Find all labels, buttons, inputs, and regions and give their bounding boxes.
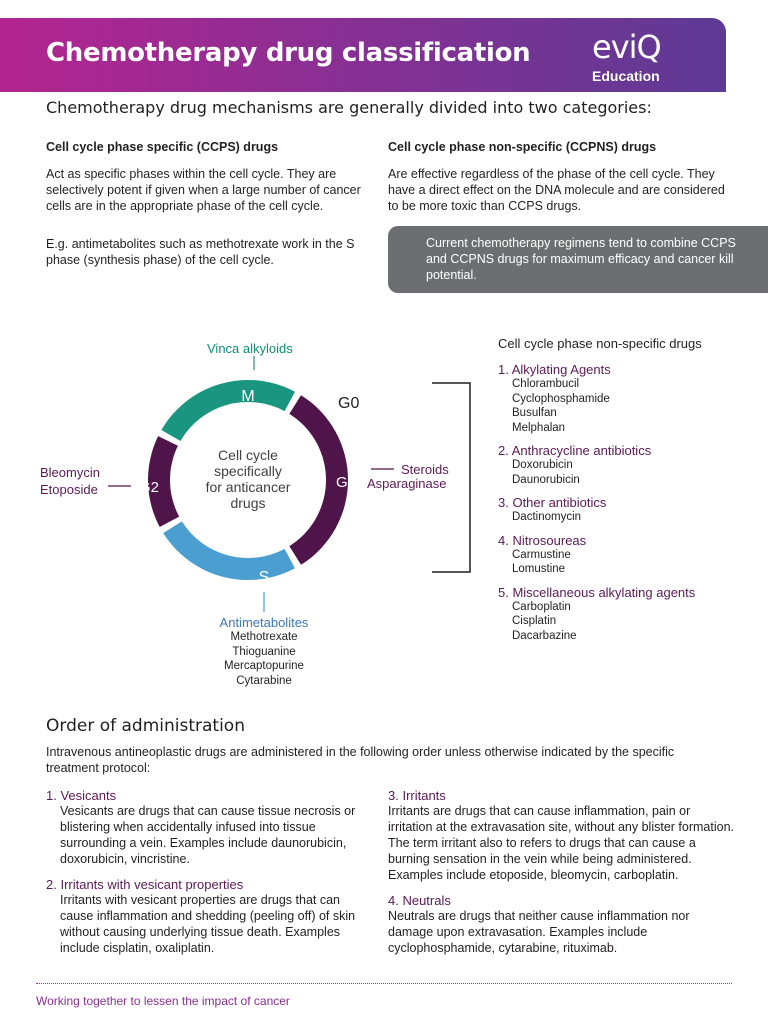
footer-divider xyxy=(36,983,732,984)
order-intro: Intravenous antineoplastic drugs are administered in the following order unless otherwise indicated by the specific treatment protocol: xyxy=(46,745,675,775)
antimetabolites-block xyxy=(180,615,348,688)
center-text-line-4: drugs xyxy=(230,495,266,511)
group-title: 5. Miscellaneous alkylating agents xyxy=(498,584,696,600)
drug-thioguanine: Thioguanine xyxy=(232,645,296,658)
drug-mercaptopurine: Mercaptopurine xyxy=(224,660,304,672)
group-title: 4. Nitrosoureas xyxy=(498,532,587,548)
list-item: Dacarbazine xyxy=(512,629,577,642)
bracket xyxy=(428,380,472,576)
order-item-body: Vesicants are drugs that can cause tissue necrosis or blistering when accidentally infused into tissue surrounding a vein. Examples include daunorubicin, doxorubicin, vincristine. xyxy=(60,804,356,866)
nonspecific-group xyxy=(498,533,758,577)
center-text-line-3: for anticancer xyxy=(205,479,291,495)
nonspecific-group xyxy=(498,585,758,644)
nonspecific-heading: Cell cycle phase non-specific drugs xyxy=(498,336,702,351)
eviq-logo xyxy=(588,26,688,84)
intro-text: Chemotherapy drug mechanisms are generally divided into two categories: xyxy=(46,98,652,117)
list-item: Lomustine xyxy=(512,563,566,575)
ccps-example: E.g. antimetabolites such as methotrexate work in the S phase (synthesis phase) of the cell cycle. xyxy=(46,237,355,267)
steroids-label: Steroids xyxy=(401,462,449,477)
nonspecific-group xyxy=(498,495,758,525)
drug-cytarabine: Cytarabine xyxy=(236,674,292,687)
group-title: 2. Anthracycline antibiotics xyxy=(498,443,652,458)
order-left-column xyxy=(46,788,364,956)
list-item: Daunorubicin xyxy=(512,473,580,486)
list-item: Dactinomycin xyxy=(512,511,582,523)
nonspecific-group xyxy=(498,443,758,487)
order-item-body: Irritants are drugs that can cause inflammation, pain or irritation at the extravasation site, without any blister formation. The term irritant also to refers to drugs that can cause a burning sensation in the vein while being administered. Examples include etoposide, bleomycin, carboplatin. xyxy=(388,804,734,882)
order-item-title: 4. Neutrals xyxy=(388,893,451,908)
center-text-line-2: specifically xyxy=(214,463,282,479)
list-item: Chlorambucil xyxy=(512,378,580,390)
phase-g0-label: G0 xyxy=(338,395,360,412)
logo-subtitle: Education xyxy=(592,68,660,84)
order-item-title: 1. Vesicants xyxy=(46,788,117,803)
order-item-body: Neutrals are drugs that neither cause inflammation nor damage upon extravasation. Examples include cyclophosphamide, cytarabine, rituximab. xyxy=(388,909,690,955)
order-heading: Order of administration xyxy=(46,716,245,736)
order-item-title: 3. Irritants xyxy=(388,788,446,803)
list-item: Melphalan xyxy=(512,421,566,434)
ccps-description: Act as specific phases within the cell cycle. They are selectively potent if given when a large number of cancer cells are in the appropriate phase of the cell cycle. xyxy=(46,167,361,213)
bleomycin-label: Bleomycin xyxy=(40,465,100,480)
phase-g2-label: G2 xyxy=(138,479,160,496)
antimetabolites-title: Antimetabolites xyxy=(219,615,309,630)
etoposide-label: Etoposide xyxy=(40,482,98,497)
list-item: Cisplatin xyxy=(512,615,557,627)
group-title: 3. Other antibiotics xyxy=(498,495,607,510)
page-title: Chemotherapy drug classification xyxy=(46,38,531,68)
list-item: Cyclophosphamide xyxy=(512,392,610,405)
ccps-heading: Cell cycle phase specific (CCPS) drugs xyxy=(46,140,279,154)
vinca-label: Vinca alkyloids xyxy=(207,341,293,356)
drug-methotrexate: Methotrexate xyxy=(230,631,298,643)
ccpns-heading: Cell cycle phase non-specific (CCPNS) drugs xyxy=(388,140,657,154)
order-item-title: 2. Irritants with vesicant properties xyxy=(46,877,244,892)
phase-s-segment xyxy=(163,521,295,580)
phase-g1-label: G1 xyxy=(335,474,357,491)
header-banner xyxy=(0,18,726,92)
list-item: Busulfan xyxy=(512,407,557,419)
callout-text: Current chemotherapy regimens tend to combine CCPS and CCPNS drugs for maximum efficacy and cancer kill potential. xyxy=(426,236,736,282)
callout-box xyxy=(388,226,768,293)
list-item: Carmustine xyxy=(512,548,571,561)
phase-m-segment xyxy=(161,380,295,441)
logo-text: eviQ xyxy=(592,28,661,66)
phase-m-label: M xyxy=(241,388,255,405)
footer-tagline: Working together to lessen the impact of cancer xyxy=(36,994,290,1008)
list-item: Doxorubicin xyxy=(512,459,573,471)
group-title: 1. Alkylating Agents xyxy=(498,362,611,377)
order-item-body: Irritants with vesicant properties are drugs that can cause inflammation and shedding (peeling off) of skin without causing underlying tissue death. Examples include cisplatin, oxaliplatin. xyxy=(60,893,356,955)
order-right-column xyxy=(388,788,734,956)
asparaginase-label: Asparaginase xyxy=(367,476,447,491)
ccpns-description: Are effective regardless of the phase of the cell cycle. They have a direct effect on the DNA molecule and are considered to be more toxic than CCPS drugs. xyxy=(388,167,725,213)
center-text-line-1: Cell cycle xyxy=(218,447,278,463)
nonspecific-group xyxy=(498,362,758,435)
nonspecific-panel xyxy=(498,336,758,643)
phase-s-label: S xyxy=(258,569,270,586)
list-item: Carboplatin xyxy=(512,600,571,613)
